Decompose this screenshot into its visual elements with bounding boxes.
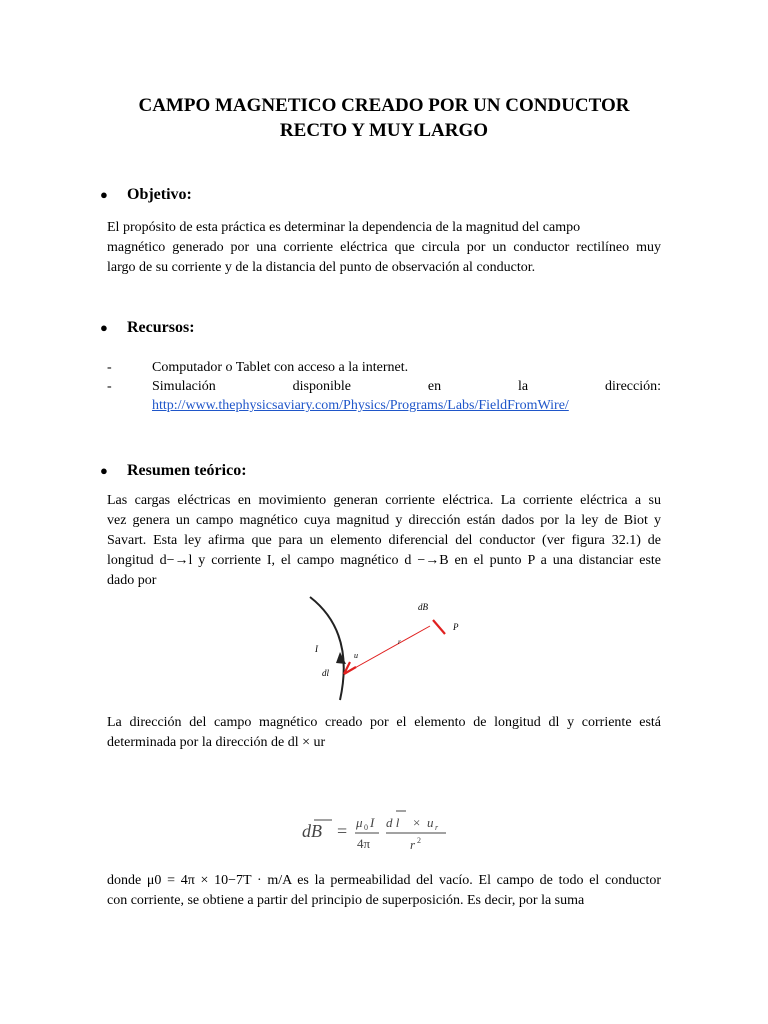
- section-heading-recursos: [100, 318, 195, 338]
- recursos-list: [107, 358, 661, 415]
- paragraph-line: Savart. Esta ley afirma que para un elemento diferencial del conductor (ver figura 32.1) de: [107, 533, 661, 548]
- bullet-icon: ●: [100, 320, 108, 335]
- formula-u: u: [427, 815, 434, 830]
- heading-label: Objetivo:: [127, 186, 192, 203]
- simulation-link[interactable]: http://www.thephysicsaviary.com/Physics/Programs/Labs/FieldFromWire/: [152, 398, 569, 413]
- paragraph-line: La dirección del campo magnético creado por el elemento de longitud dl y corriente está: [107, 715, 661, 730]
- label-dl: dl: [322, 668, 330, 678]
- paragraph-line: con corriente, se obtiene a partir del principio de superposición. Es decir, por la suma: [107, 893, 585, 908]
- label-u: u: [354, 651, 358, 660]
- word: Simulación: [152, 379, 216, 394]
- formula-i: I: [370, 815, 375, 830]
- formula-dl: d l: [386, 815, 400, 830]
- formula-r: r: [410, 837, 416, 852]
- paragraph-line: donde μ0 = 4π × 10−7T · m/A es la permeabilidad del vacío. El campo de todo el conductor: [107, 873, 661, 888]
- formula-u-sub: r: [435, 823, 439, 832]
- title-line-2: RECTO Y MUY LARGO: [279, 120, 489, 141]
- resumen-paragraph-1: [107, 491, 661, 591]
- list-dash: -: [107, 360, 112, 375]
- formula-r-sup: 2: [417, 836, 421, 845]
- label-i: I: [315, 644, 318, 654]
- paragraph-line: Las cargas eléctricas en movimiento generan corriente eléctrica. La corriente eléctrica a su: [107, 493, 661, 508]
- heading-label: Resumen teórico:: [127, 462, 247, 479]
- bullet-icon: ●: [100, 463, 108, 478]
- biot-savart-formula: [300, 803, 460, 863]
- label-db: dB: [418, 602, 428, 612]
- section-heading-resumen: [100, 461, 247, 481]
- label-r: r: [398, 638, 401, 646]
- db-vector: [433, 620, 445, 634]
- page-title: [96, 93, 672, 143]
- formula-mu-sub: 0: [364, 823, 368, 832]
- current-arrow-icon: [336, 652, 346, 664]
- label-p: P: [453, 622, 459, 632]
- formula-mu: μ: [356, 815, 363, 830]
- paragraph-line: [107, 218, 661, 238]
- resumen-paragraph-2: [107, 713, 661, 753]
- paragraph-line: largo de su corriente y de la distancia del punto de observación al conductor.: [107, 260, 536, 275]
- bullet-icon: ●: [100, 187, 108, 202]
- biot-savart-figure: [300, 592, 480, 702]
- paragraph-line: magnético generado por una corriente eléctrica que circula por un conductor rectilíneo muy: [107, 240, 661, 255]
- list-item: [107, 358, 661, 377]
- word: disponible: [292, 379, 352, 394]
- formula-four-pi: 4π: [357, 836, 371, 851]
- objetivo-paragraph: [107, 218, 661, 278]
- list-item-text: [152, 377, 661, 396]
- paragraph-line: longitud d−→l y corriente I, el campo magnético d −→B en el punto P a una distanciar este: [107, 553, 661, 568]
- resumen-paragraph-3: [107, 871, 661, 911]
- word: en: [427, 379, 442, 394]
- heading-label: Recursos:: [127, 319, 195, 336]
- section-heading-objetivo: [100, 185, 192, 205]
- formula-times: ×: [413, 815, 421, 830]
- formula-equals: =: [337, 821, 348, 841]
- formula-db: dB: [302, 821, 322, 841]
- position-vector: [344, 626, 430, 674]
- list-dash: -: [107, 379, 112, 394]
- paragraph-line: dado por: [107, 573, 157, 588]
- paragraph-line: vez genera un campo magnético cuya magnitud y dirección están dados por la ley de Biot y: [107, 513, 661, 528]
- list-item: [107, 377, 661, 415]
- paragraph-line: determinada por la dirección de dl × ur: [107, 735, 326, 750]
- word: la: [518, 379, 529, 394]
- list-item-text: Computador o Tablet con acceso a la internet.: [152, 360, 409, 375]
- line-text: El propósito de esta práctica es determinar la dependencia de la magnitud del campo: [107, 220, 581, 235]
- title-line-1: CAMPO MAGNETICO CREADO POR UN CONDUCTOR: [138, 95, 630, 116]
- word: dirección:: [605, 379, 661, 394]
